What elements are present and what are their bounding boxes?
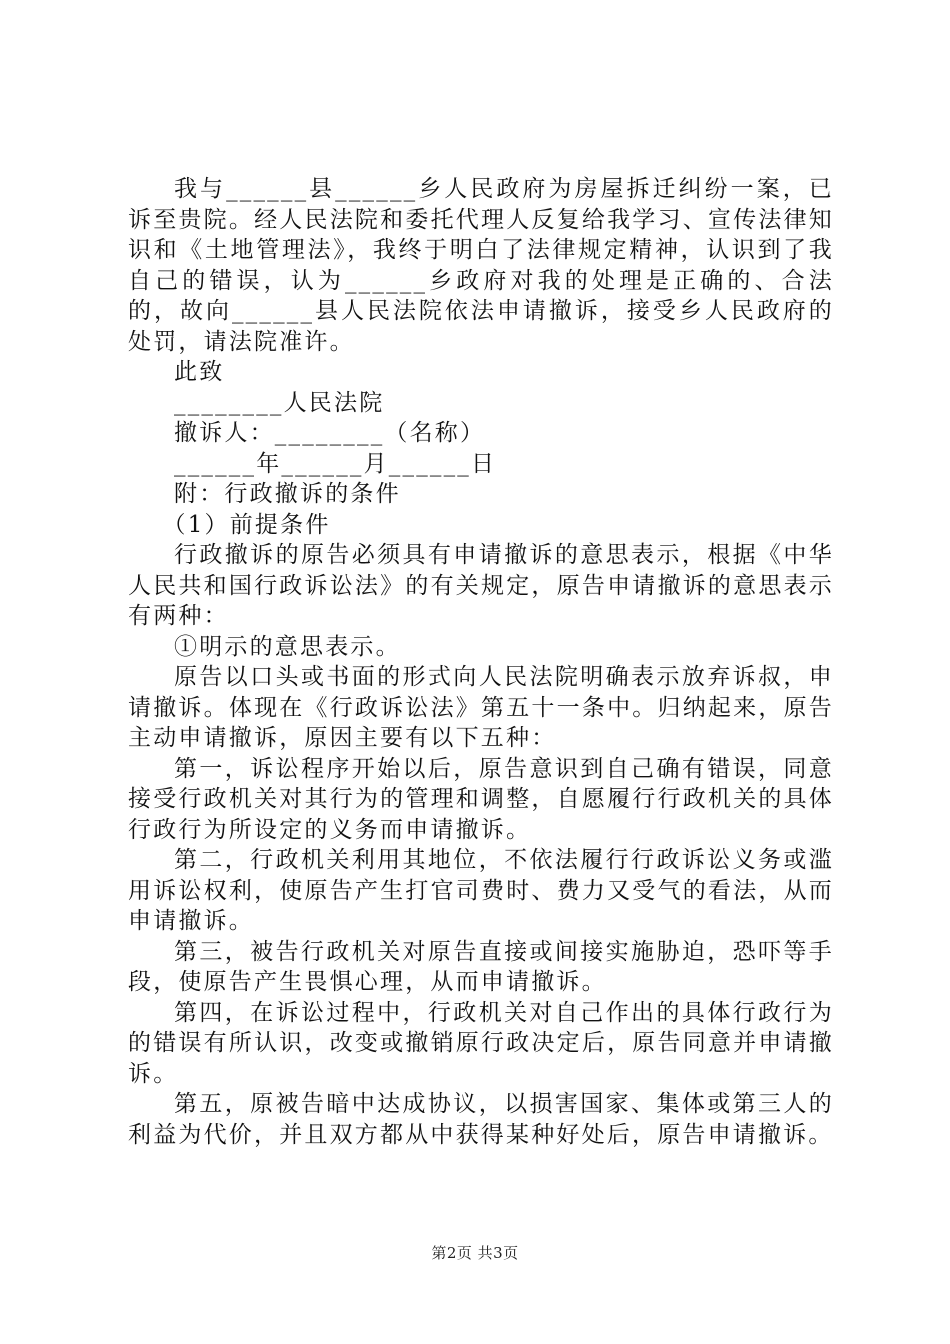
date-line: ______年______月______日 <box>174 450 497 477</box>
plaintiff-line: 撤诉人：________（名称） <box>174 420 486 446</box>
list-item-explicit-intent: ①明示的意思表示。 <box>174 633 401 660</box>
paragraph-withdrawal-statement: 我与______县______乡人民政府为房屋拆迁纠纷一案，已诉至贵院。经人民法院和委托代理人反复给我学习、宣传法律知识和《土地管理法》，我终于明白了法律规定精神，认识到了我自己的错误，认为______乡政府对我的处理是正确的、合法的，故向______县人民法院依法申请撤诉，接受乡人民政府的处罚，请法院准许。 <box>128 176 834 355</box>
paragraph-explicit-description: 原告以口头或书面的形式向人民法院明确表示放弃诉叔，申请撤诉。体现在《行政诉讼法》第五十一条中。归纳起来，原告主动申请撤诉，原因主要有以下五种： <box>128 664 834 751</box>
court-name-line: ________人民法院 <box>174 389 385 416</box>
page-footer <box>0 1242 950 1263</box>
paragraph-reason-2: 第二，行政机关利用其地位，不依法履行行政诉讼义务或滥用诉讼权利，使原告产生打官司费时、费力又受气的看法，从而申请撤诉。 <box>128 847 834 934</box>
paragraph-reason-1: 第一，诉讼程序开始以后，原告意识到自己确有错误，同意接受行政机关对其行为的管理和调整，自愿履行行政机关的具体行政行为所设定的义务而申请撤诉。 <box>128 755 834 843</box>
paragraph-reason-4: 第四，在诉讼过程中，行政机关对自己作出的具体行政行为的错误有所认识，改变或撤销原行政决定后，原告同意并申请撤诉。 <box>128 999 834 1087</box>
salutation: 此致 <box>174 359 225 385</box>
paragraph-reason-5: 第五，原被告暗中达成协议，以损害国家、集体或第三人的利益为代价，并且双方都从中获得某种好处后，原告申请撤诉。 <box>128 1091 834 1148</box>
paragraph-intent: 行政撤诉的原告必须具有申请撤诉的意思表示，根据《中华人民共和国行政诉讼法》的有关规定，原告申请撤诉的意思表示有两种： <box>128 542 834 629</box>
section-heading-prerequisite: （1）前提条件 <box>162 511 331 538</box>
paragraph-reason-3: 第三，被告行政机关对原告直接或间接实施胁迫，恐吓等手段，使原告产生畏惧心理，从而申请撤诉。 <box>128 938 834 995</box>
document-body <box>128 174 834 1150</box>
page-number: 第2页 共3页 <box>431 1244 519 1262</box>
appendix-title: 附：行政撤诉的条件 <box>174 481 401 507</box>
